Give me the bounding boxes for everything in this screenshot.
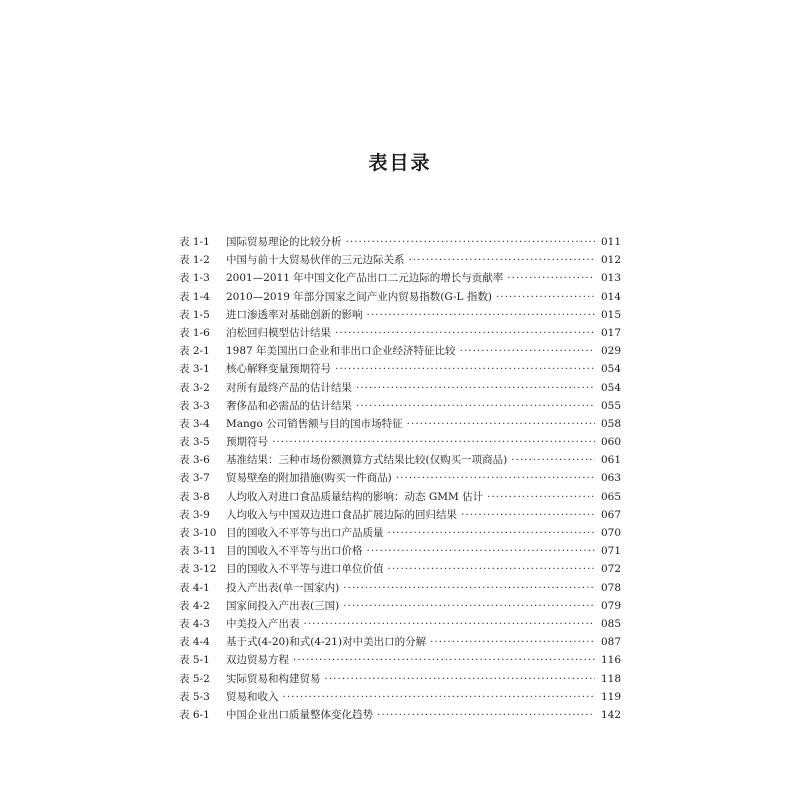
toc-entry [179,579,621,597]
toc-entry-page: 014 [600,290,621,303]
toc-leader-dots [377,706,595,724]
toc-entry-title: 奢侈品和必需品的估计结果 [226,399,352,412]
toc-entry-title: 目的国收入不平等与出口价格 [226,545,363,558]
toc-entry-number: 表 3-12 [179,563,217,576]
toc-entry-page: 012 [600,254,621,267]
toc-entry-number: 表 3-6 [179,454,210,467]
toc-entry-page: 061 [600,454,621,467]
toc-entry-title: 基准结果：三种市场份额测算方式结果比较(仅购买一项商品) [226,454,508,467]
toc-entry-number: 表 1-3 [179,272,210,285]
toc-entry [179,306,621,324]
toc-entry-number: 表 3-5 [179,436,210,449]
toc-entry [179,560,621,578]
toc-leader-dots [496,288,595,306]
toc-entry-title: 贸易和收入 [226,690,279,703]
toc-leader-dots [272,433,595,451]
toc-entry-page: 054 [600,381,621,394]
toc-entry-number: 表 5-2 [179,672,210,685]
toc-entry-page: 118 [600,672,621,685]
toc-entry [179,269,621,287]
toc-entry-number: 表 1-6 [179,326,210,339]
toc-entry-number: 表 1-1 [179,236,210,248]
toc-entry [179,670,621,688]
toc-leader-dots [293,651,595,669]
toc-leader-dots [304,615,596,633]
toc-entry [179,379,621,397]
toc-leader-dots [407,415,595,433]
toc-entry-title: 国家间投入产出表(三国) [226,599,340,612]
toc-entry [179,651,621,669]
toc-entry [179,506,621,524]
toc-entry [179,615,621,633]
toc-entry-number: 表 3-9 [179,508,210,521]
toc-entry-title: 中国企业出口质量整体变化趋势 [226,708,373,721]
toc-entry [179,706,621,724]
toc-entry-number: 表 4-4 [179,636,210,649]
toc-entry-number: 表 5-1 [179,654,210,667]
toc-entry-page: 085 [600,617,621,630]
toc-leader-dots [343,579,595,597]
toc-entry-page: 063 [600,472,621,485]
toc-entry-title: 投入产出表(单一国家内) [226,581,340,594]
toc-entry-page: 142 [600,708,621,721]
toc-leader-dots [460,342,595,360]
toc-entry-number: 表 1-4 [179,290,210,303]
page-title: 表目录 [368,152,432,174]
toc-entry-page: 013 [600,272,621,285]
toc-entry-title: 人均收入与中国双边进口食品扩展边际的回归结果 [226,508,457,521]
toc-entry [179,288,621,306]
toc-entry [179,397,621,415]
toc-entry-page: 029 [600,345,621,358]
toc-leader-dots [487,488,595,506]
toc-leader-dots [396,469,595,487]
toc-entry [179,433,621,451]
toc-entry-number: 表 6-1 [179,708,210,721]
toc-entry-title: 中国与前十大贸易伙伴的三元边际关系 [226,254,405,267]
toc-leader-dots [335,324,595,342]
toc-entry-number: 表 3-3 [179,399,210,412]
toc-leader-dots [283,688,596,706]
toc-entry-number: 表 4-3 [179,617,210,630]
toc-entry-number: 表 2-1 [179,345,210,358]
toc-entry-page: 017 [600,326,621,339]
toc-entry-number: 表 4-1 [179,581,210,594]
toc-entry [179,324,621,342]
toc-entry-page: 087 [600,636,621,649]
toc-entry-title: 1987 年美国出口企业和非出口企业经济特征比较 [226,345,456,358]
toc-entry-page: 070 [600,527,621,539]
toc-entry [179,251,621,269]
toc-entry-title: 预期符号 [226,436,268,449]
toc-entry-number: 表 1-2 [179,254,210,267]
toc-entry-number: 表 3-10 [179,527,217,539]
toc-leader-dots [507,269,595,287]
toc-leader-dots [511,451,595,469]
toc-entry-title: 贸易壁垒的附加措施(购买一件商品) [226,472,392,485]
toc-entry-number: 表 3-11 [179,545,217,558]
toc-entry-title: 目的国收入不平等与进口单位价值 [226,563,384,576]
toc-entry-title: 国际贸易理论的比较分析 [226,236,342,248]
toc-leader-dots [335,360,595,378]
toc-entry-page: 119 [600,690,621,703]
toc-entry-title: 核心解释变量预期符号 [226,363,331,376]
toc-leader-dots [367,542,596,560]
toc-entry-page: 071 [600,545,621,558]
toc-entry [179,488,621,506]
toc-leader-dots [461,506,595,524]
toc-entry-page: 055 [600,399,621,412]
toc-entry [179,688,621,706]
toc-entry-page: 015 [600,308,621,321]
toc-entry-page: 072 [600,563,621,576]
toc-entry-page: 011 [600,236,621,248]
toc-entry [179,597,621,615]
toc-leader-dots [409,251,596,269]
toc-entry-number: 表 1-5 [179,308,210,321]
toc-entry [179,542,621,560]
toc-entry-title: 目的国收入不平等与出口产品质量 [226,527,384,539]
toc-entry-number: 表 3-8 [179,490,210,503]
toc-entry-number: 表 3-1 [179,363,210,376]
toc-entry-page: 065 [600,490,621,503]
toc-leader-dots [430,633,595,651]
toc-entry [179,360,621,378]
toc-entry-title: 2001—2011 年中国文化产品出口二元边际的增长与贡献率 [226,272,504,285]
toc-leader-dots [388,560,596,578]
toc-entry-title: 基于式(4-20)和式(4-21)对中美出口的分解 [226,636,427,649]
toc-entry-page: 067 [600,508,621,521]
toc-entry-title: 泊松回归模型估计结果 [226,326,331,339]
toc-leader-dots [356,397,595,415]
toc-entry [179,524,621,542]
toc-entry-title: 双边贸易方程 [226,654,289,667]
toc-entry-title: 2010—2019 年部分国家之间产业内贸易指数(G-L 指数) [226,290,492,303]
toc-entry-number: 表 3-4 [179,417,210,430]
toc-entry-page: 079 [600,599,621,612]
toc-entry-number: 表 4-2 [179,599,210,612]
toc-entry [179,415,621,433]
toc-entry-title: 进口渗透率对基础创新的影响 [226,308,363,321]
toc-entry [179,342,621,360]
toc-entry-number: 表 3-7 [179,472,210,485]
toc-entry-number: 表 5-3 [179,690,210,703]
toc-leader-dots [325,670,596,688]
toc-leader-dots [356,379,595,397]
toc-entry-page: 058 [600,417,621,430]
table-of-contents [179,233,621,724]
toc-entry-title: 中美投入产出表 [226,617,300,630]
toc-leader-dots [388,524,596,542]
toc-entry-page: 060 [600,436,621,449]
toc-entry-page: 078 [600,581,621,594]
toc-entry [179,233,621,251]
toc-leader-dots [367,306,596,324]
toc-entry-title: 实际贸易和构建贸易 [226,672,321,685]
toc-leader-dots [346,233,596,251]
toc-entry-title: 对所有最终产品的估计结果 [226,381,352,394]
toc-entry-title: Mango 公司销售额与目的国市场特征 [226,417,403,430]
toc-entry-page: 116 [600,654,621,667]
toc-entry [179,633,621,651]
toc-leader-dots [343,597,595,615]
toc-entry-number: 表 3-2 [179,381,210,394]
toc-entry [179,451,621,469]
toc-entry-page: 054 [600,363,621,376]
toc-entry [179,469,621,487]
toc-entry-title: 人均收入对进口食品质量结构的影响：动态 GMM 估计 [226,490,484,503]
